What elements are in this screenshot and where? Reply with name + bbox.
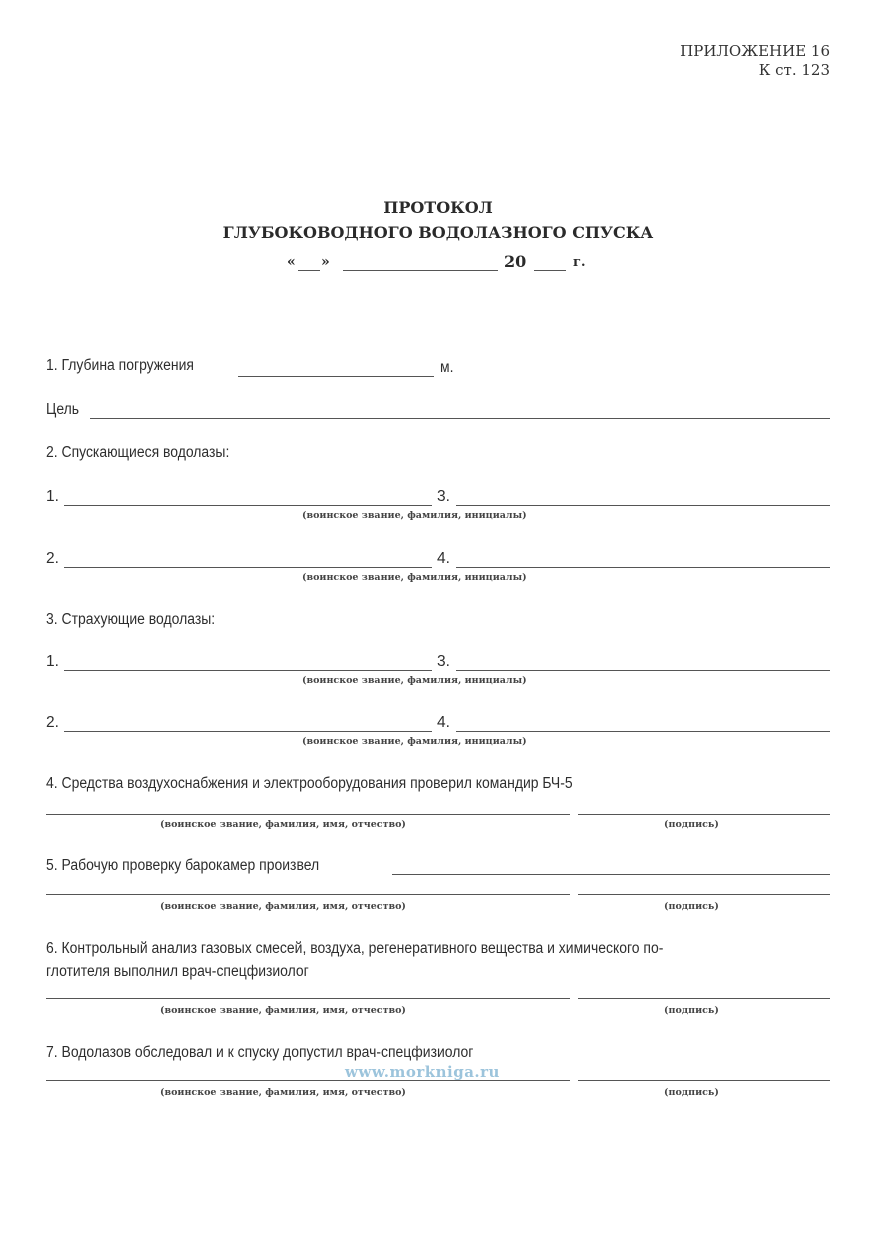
divers-caption-2: (воинское звание, фамилия, инициалы) <box>302 572 527 583</box>
document-title: ПРОТОКОЛ <box>383 198 493 217</box>
appendix-number: ПРИЛОЖЕНИЕ 16 <box>680 42 830 60</box>
diver-slot-1-field[interactable] <box>64 505 432 506</box>
month-field[interactable] <box>343 270 498 271</box>
year-field[interactable] <box>534 270 566 271</box>
gas-analysis-name-field[interactable] <box>46 998 570 999</box>
safety-diver-slot-4-number: 4. <box>437 714 450 731</box>
air-supply-text: 4. Средства воздухоснабжения и электрооборудования проверил командир БЧ-5 <box>46 775 573 792</box>
medical-name-caption: (воинское звание, фамилия, имя, отчество) <box>160 1087 406 1098</box>
diver-slot-2-number: 2. <box>46 550 59 567</box>
diver-slot-2-field[interactable] <box>64 567 432 568</box>
chamber-check-inline-field[interactable] <box>392 874 830 875</box>
medical-text: 7. Водолазов обследовал и к спуску допустил врач-спецфизиолог <box>46 1044 474 1061</box>
chamber-check-name-field[interactable] <box>46 894 570 895</box>
safety-divers-caption-1: (воинское звание, фамилия, инициалы) <box>302 675 527 686</box>
air-supply-name-field[interactable] <box>46 814 570 815</box>
year-suffix: г. <box>573 255 586 270</box>
safety-diver-slot-3-field[interactable] <box>456 670 830 671</box>
safety-diver-slot-2-field[interactable] <box>64 731 432 732</box>
diver-slot-3-field[interactable] <box>456 505 830 506</box>
air-supply-signature-field[interactable] <box>578 814 830 815</box>
gas-analysis-name-caption: (воинское звание, фамилия, имя, отчество) <box>160 1005 406 1016</box>
diver-slot-4-number: 4. <box>437 550 450 567</box>
goal-label: Цель <box>46 401 80 418</box>
chamber-check-name-caption: (воинское звание, фамилия, имя, отчество) <box>160 901 406 912</box>
safety-diver-slot-1-number: 1. <box>46 653 59 670</box>
date-line <box>0 0 876 300</box>
gas-analysis-signature-field[interactable] <box>578 998 830 999</box>
air-supply-signature-caption: (подпись) <box>664 819 719 830</box>
diver-slot-3-number: 3. <box>437 488 450 505</box>
divers-caption-1: (воинское звание, фамилия, инициалы) <box>302 510 527 521</box>
depth-unit: м. <box>440 359 454 376</box>
chamber-check-signature-caption: (подпись) <box>664 901 719 912</box>
gas-analysis-text-line2: глотителя выполнил врач-спецфизиолог <box>46 963 309 980</box>
safety-diver-slot-2-number: 2. <box>46 714 59 731</box>
diver-slot-1-number: 1. <box>46 488 59 505</box>
article-reference: К ст. 123 <box>758 61 830 79</box>
chamber-check-signature-field[interactable] <box>578 894 830 895</box>
diver-slot-4-field[interactable] <box>456 567 830 568</box>
safety-divers-caption-2: (воинское звание, фамилия, инициалы) <box>302 736 527 747</box>
year-prefix: 20 <box>504 252 527 271</box>
date-open-quote: « <box>287 254 296 270</box>
safety-diver-slot-3-number: 3. <box>437 653 450 670</box>
watermark: www.morkniga.ru <box>345 1063 500 1081</box>
depth-label: 1. Глубина погружения <box>46 357 194 374</box>
medical-signature-field[interactable] <box>578 1080 830 1081</box>
date-close-quote: » <box>321 254 330 270</box>
day-field[interactable] <box>298 270 320 271</box>
medical-signature-caption: (подпись) <box>664 1087 719 1098</box>
safety-diver-slot-1-field[interactable] <box>64 670 432 671</box>
depth-field[interactable] <box>238 376 434 377</box>
gas-analysis-signature-caption: (подпись) <box>664 1005 719 1016</box>
goal-field[interactable] <box>90 418 830 419</box>
air-supply-name-caption: (воинское звание, фамилия, имя, отчество) <box>160 819 406 830</box>
gas-analysis-text-line1: 6. Контрольный анализ газовых смесей, воздуха, регенеративного вещества и химического по- <box>46 940 664 957</box>
divers-heading: 2. Спускающиеся водолазы: <box>46 444 230 461</box>
document-subtitle: ГЛУБОКОВОДНОГО ВОДОЛАЗНОГО СПУСКА <box>222 223 654 242</box>
safety-divers-heading: 3. Страхующие водолазы: <box>46 611 216 628</box>
chamber-check-text: 5. Рабочую проверку барокамер произвел <box>46 857 320 874</box>
safety-diver-slot-4-field[interactable] <box>456 731 830 732</box>
